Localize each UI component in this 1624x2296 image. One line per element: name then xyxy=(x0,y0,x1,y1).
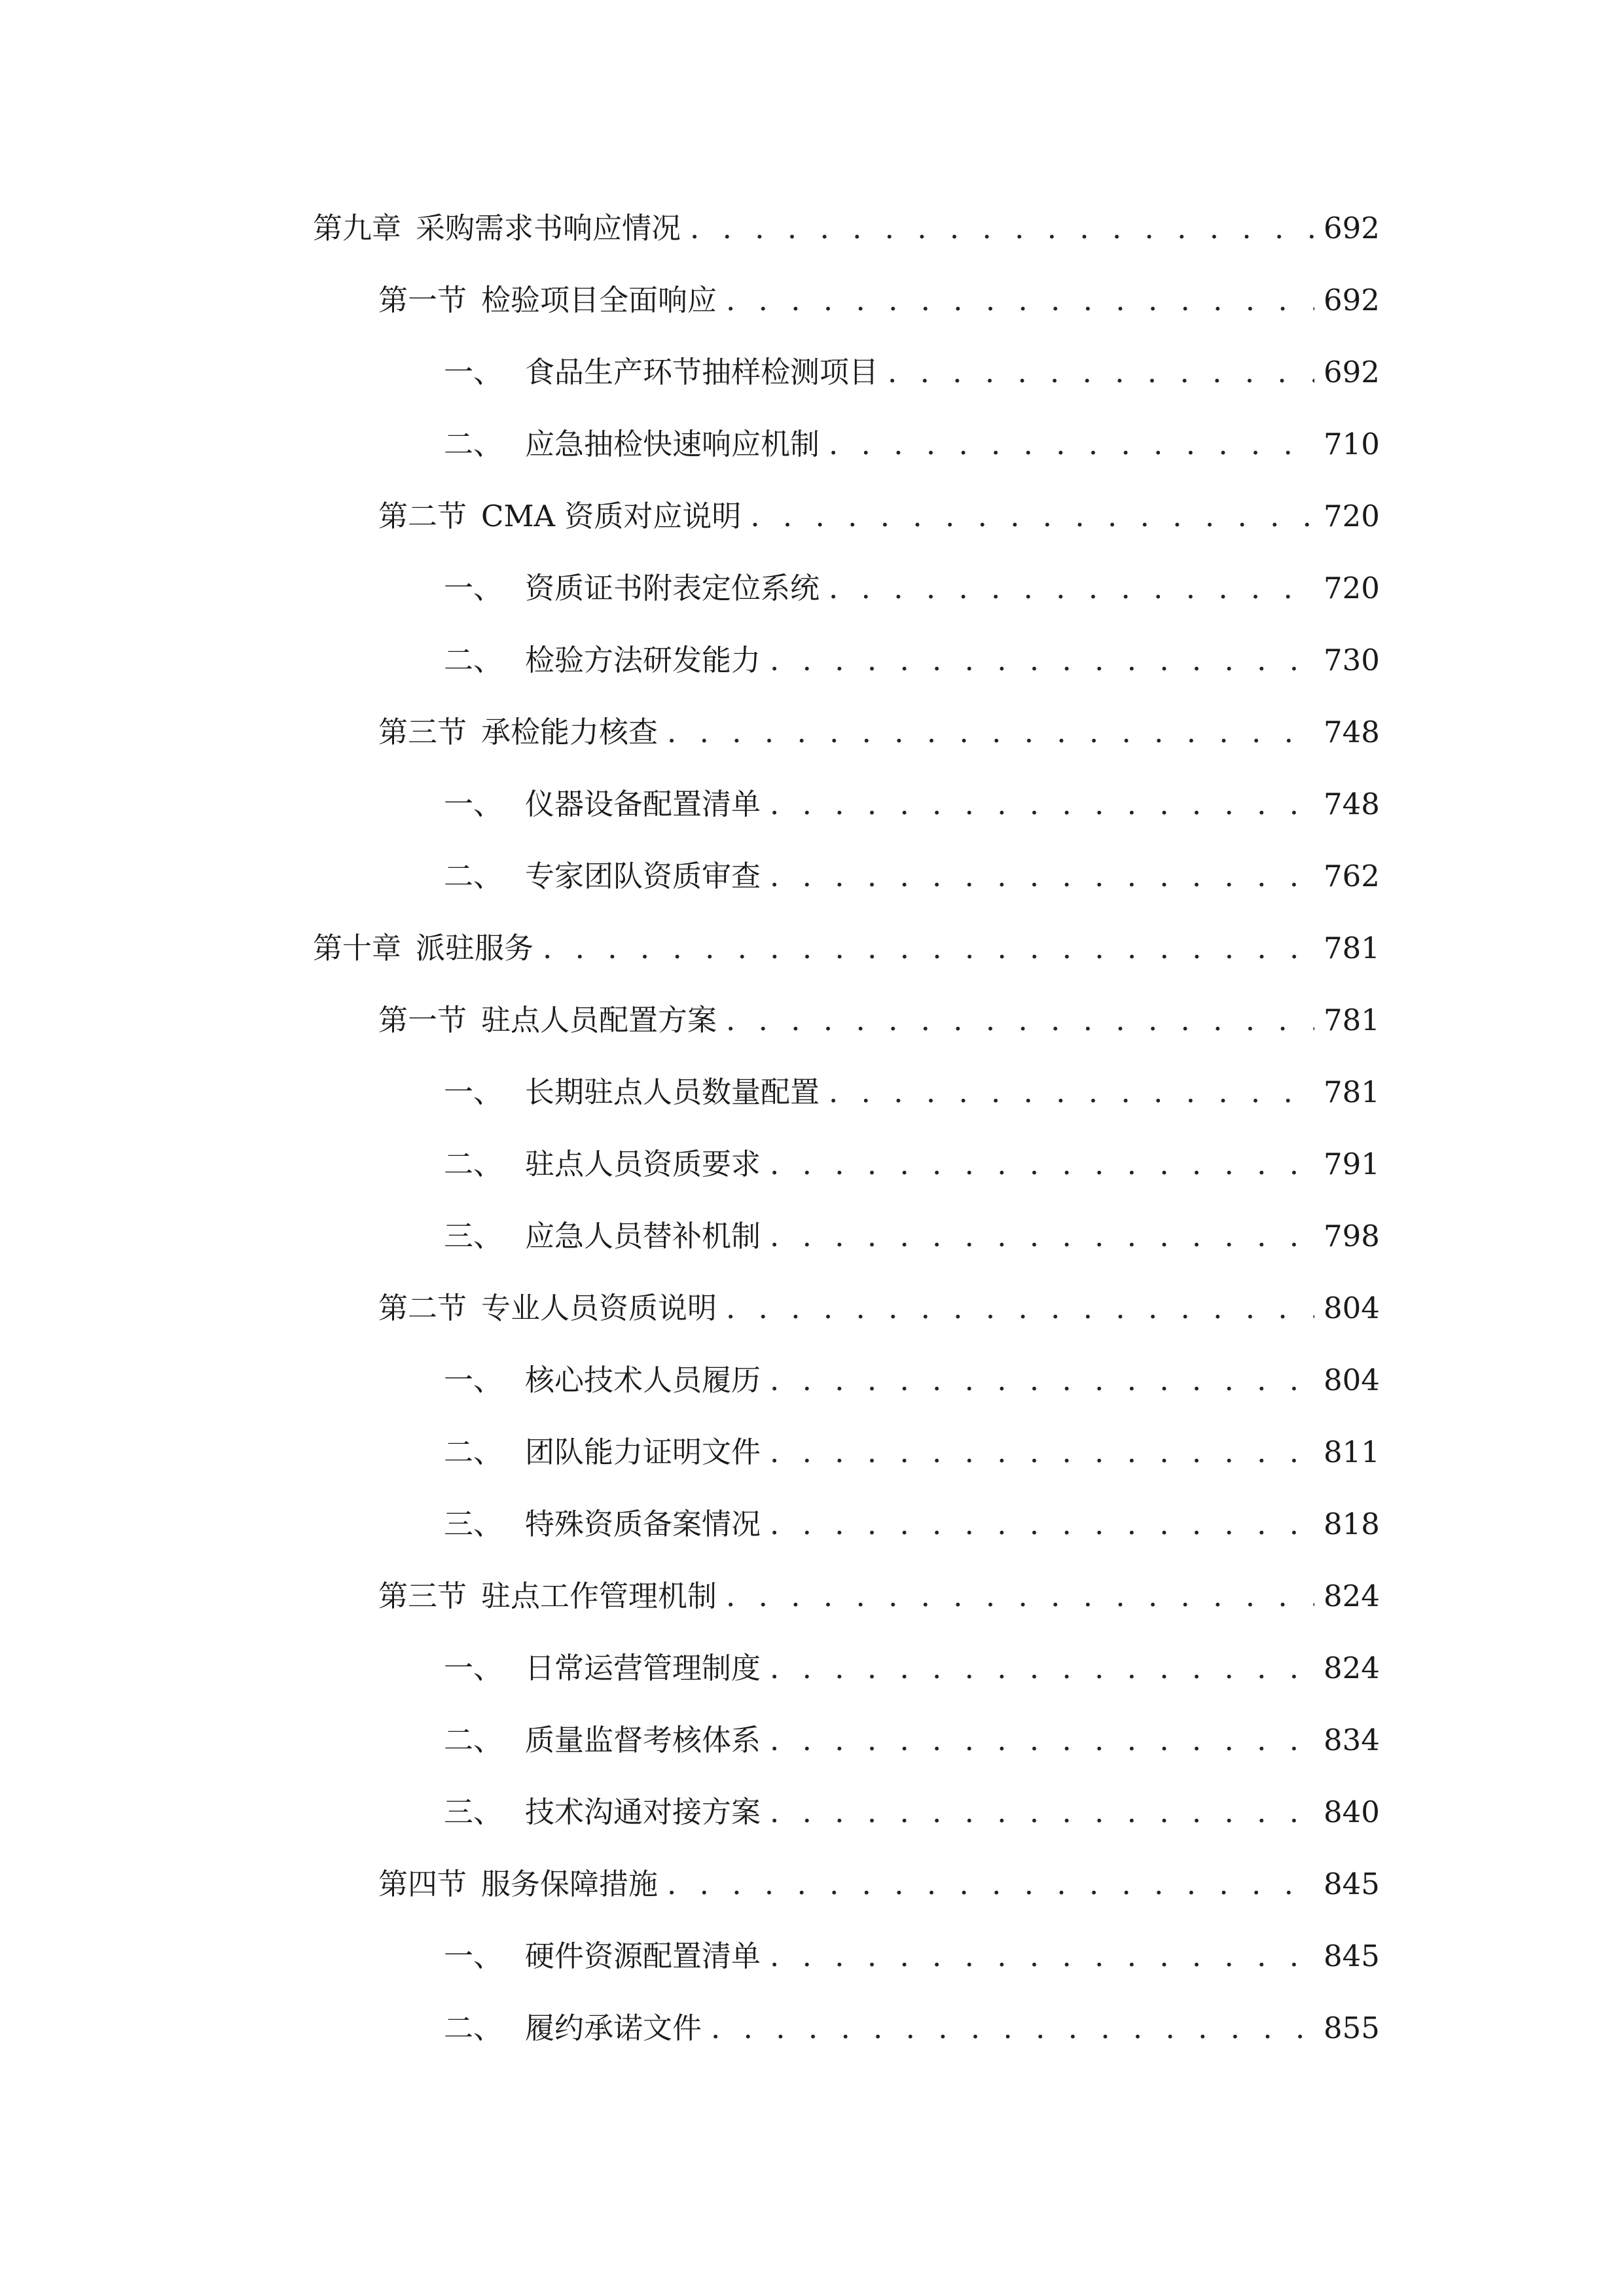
toc-entry-prefix: 二、 xyxy=(444,427,503,461)
toc-entry-subsection[interactable] xyxy=(444,562,1380,615)
toc-entry-title: 仪器设备配置清单 xyxy=(525,787,761,821)
toc-entry-subsection[interactable] xyxy=(444,418,1380,471)
dot-leader xyxy=(711,2002,1314,2054)
toc-entry-page: 692 xyxy=(1324,283,1380,317)
toc-entry-page: 824 xyxy=(1324,1651,1380,1685)
toc-entry-subsection[interactable] xyxy=(444,1642,1380,1695)
toc-entry-subsection[interactable] xyxy=(444,1066,1380,1119)
toc-entry-page: 804 xyxy=(1324,1363,1380,1397)
toc-entry-prefix: 二、 xyxy=(444,1147,503,1181)
toc-entry-prefix: 二、 xyxy=(444,1723,503,1757)
toc-entry-prefix: 二、 xyxy=(444,643,503,677)
toc-entry-title: 驻点人员配置方案 xyxy=(481,1003,717,1037)
toc-entry-page: 804 xyxy=(1324,1291,1380,1325)
dot-leader xyxy=(770,1714,1314,1767)
dot-leader xyxy=(770,1786,1314,1839)
toc-entry-prefix: 一、 xyxy=(444,355,503,389)
dot-leader xyxy=(770,634,1314,687)
toc-entry-page: 748 xyxy=(1324,787,1380,821)
toc-entry-page: 781 xyxy=(1324,931,1380,965)
dot-leader xyxy=(888,346,1314,399)
toc-entry-subsection[interactable] xyxy=(444,1714,1380,1767)
toc-entry-prefix: 第二节 xyxy=(378,1291,467,1325)
toc-entry-page: 818 xyxy=(1324,1507,1380,1541)
toc-entry-page: 762 xyxy=(1324,859,1380,893)
toc-entry-subsection[interactable] xyxy=(444,1426,1380,1479)
toc-entry-prefix: 第一节 xyxy=(378,1003,467,1037)
toc-entry-subsection[interactable] xyxy=(444,634,1380,687)
toc-entry-subsection[interactable] xyxy=(444,1786,1380,1839)
toc-entry-prefix: 第二节 xyxy=(378,499,467,533)
toc-entry-prefix: 二、 xyxy=(444,2011,503,2045)
toc-entry-prefix: 第四节 xyxy=(378,1867,467,1901)
toc-entry-chapter[interactable] xyxy=(313,922,1380,975)
toc-entry-subsection[interactable] xyxy=(444,1210,1380,1263)
toc-entry-prefix: 第一节 xyxy=(378,283,467,317)
toc-entry-title: 服务保障措施 xyxy=(481,1867,659,1901)
toc-entry-title: 长期驻点人员数量配置 xyxy=(525,1075,820,1109)
toc-entry-title: 检验项目全面响应 xyxy=(481,283,717,317)
toc-entry-page: 791 xyxy=(1324,1147,1380,1181)
toc-entry-title: CMA 资质对应说明 xyxy=(481,499,742,533)
toc-entry-subsection[interactable] xyxy=(444,1930,1380,1982)
toc-entry-page: 781 xyxy=(1324,1003,1380,1037)
dot-leader xyxy=(726,1282,1314,1335)
toc-entry-prefix: 一、 xyxy=(444,1075,503,1109)
toc-entry-page: 824 xyxy=(1324,1579,1380,1613)
toc-entry-prefix: 一、 xyxy=(444,1939,503,1973)
dot-leader xyxy=(770,1930,1314,1982)
toc-entry-title: 特殊资质备案情况 xyxy=(525,1507,761,1541)
dot-leader xyxy=(770,1354,1314,1407)
toc-entry-prefix: 一、 xyxy=(444,1651,503,1685)
toc-entry-subsection[interactable] xyxy=(444,778,1380,831)
toc-entry-title: 驻点人员资质要求 xyxy=(525,1147,761,1181)
toc-entry-section[interactable] xyxy=(378,706,1380,759)
toc-entry-page: 845 xyxy=(1324,1939,1380,1973)
toc-entry-section[interactable] xyxy=(378,994,1380,1047)
toc-entry-subsection[interactable] xyxy=(444,1138,1380,1191)
toc-entry-page: 834 xyxy=(1324,1723,1380,1757)
toc-entry-page: 710 xyxy=(1324,427,1380,461)
dot-leader xyxy=(829,1066,1314,1119)
toc-entry-prefix: 二、 xyxy=(444,859,503,893)
toc-entry-section[interactable] xyxy=(378,274,1380,327)
dot-leader xyxy=(770,1138,1314,1191)
toc-entry-subsection[interactable] xyxy=(444,346,1380,399)
dot-leader xyxy=(770,778,1314,831)
dot-leader xyxy=(770,1642,1314,1695)
toc-entry-title: 食品生产环节抽样检测项目 xyxy=(525,355,879,389)
toc-entry-title: 应急人员替补机制 xyxy=(525,1219,761,1253)
toc-entry-title: 驻点工作管理机制 xyxy=(481,1579,717,1613)
toc-entry-page: 811 xyxy=(1324,1435,1380,1469)
toc-entry-prefix: 第三节 xyxy=(378,1579,467,1613)
toc-entry-page: 730 xyxy=(1324,643,1380,677)
toc-entry-prefix: 三、 xyxy=(444,1507,503,1541)
toc-entry-title: 检验方法研发能力 xyxy=(525,643,761,677)
toc-entry-title: 承检能力核查 xyxy=(481,715,659,749)
toc-entry-subsection[interactable] xyxy=(444,1354,1380,1407)
toc-entry-subsection[interactable] xyxy=(444,2002,1380,2054)
toc-entry-prefix: 第十章 xyxy=(313,931,402,965)
toc-entry-page: 720 xyxy=(1324,571,1380,605)
toc-entry-chapter[interactable] xyxy=(313,202,1380,255)
toc-entry-title: 质量监督考核体系 xyxy=(525,1723,761,1757)
dot-leader xyxy=(543,922,1314,975)
toc-entry-page: 692 xyxy=(1324,211,1380,245)
toc-entry-title: 核心技术人员履历 xyxy=(525,1363,761,1397)
toc-entry-title: 采购需求书响应情况 xyxy=(416,211,681,245)
toc-entry-page: 798 xyxy=(1324,1219,1380,1253)
toc-entry-page: 748 xyxy=(1324,715,1380,749)
toc-entry-section[interactable] xyxy=(378,490,1380,543)
toc-entry-title: 派驻服务 xyxy=(416,931,534,965)
toc-entry-prefix: 一、 xyxy=(444,571,503,605)
toc-entry-title: 履约承诺文件 xyxy=(525,2011,702,2045)
toc-entry-prefix: 一、 xyxy=(444,1363,503,1397)
toc-entry-prefix: 三、 xyxy=(444,1219,503,1253)
toc-entry-title: 资质证书附表定位系统 xyxy=(525,571,820,605)
dot-leader xyxy=(690,202,1314,255)
toc-entry-title: 应急抽检快速响应机制 xyxy=(525,427,820,461)
dot-leader xyxy=(770,1426,1314,1479)
dot-leader xyxy=(750,490,1314,543)
toc-entry-prefix: 第三节 xyxy=(378,715,467,749)
toc-entry-prefix: 三、 xyxy=(444,1795,503,1829)
toc-entry-prefix: 一、 xyxy=(444,787,503,821)
toc-entry-title: 专家团队资质审查 xyxy=(525,859,761,893)
toc-entry-page: 855 xyxy=(1324,2011,1380,2045)
dot-leader xyxy=(770,1498,1314,1551)
dot-leader xyxy=(667,1858,1314,1910)
toc-entry-page: 840 xyxy=(1324,1795,1380,1829)
dot-leader xyxy=(770,1210,1314,1263)
toc-entry-section[interactable] xyxy=(378,1282,1380,1335)
toc-entry-title: 技术沟通对接方案 xyxy=(525,1795,761,1829)
toc-entry-section[interactable] xyxy=(378,1858,1380,1910)
toc-entry-title: 硬件资源配置清单 xyxy=(525,1939,761,1973)
dot-leader xyxy=(829,418,1314,471)
toc-entry-title: 团队能力证明文件 xyxy=(525,1435,761,1469)
toc-entry-title: 专业人员资质说明 xyxy=(481,1291,717,1325)
toc-entry-section[interactable] xyxy=(378,1570,1380,1623)
dot-leader xyxy=(829,562,1314,615)
toc-entry-title: 日常运营管理制度 xyxy=(525,1651,761,1685)
toc-entry-prefix: 二、 xyxy=(444,1435,503,1469)
toc-entry-page: 781 xyxy=(1324,1075,1380,1109)
toc-entry-page: 845 xyxy=(1324,1867,1380,1901)
dot-leader xyxy=(726,994,1314,1047)
toc-entry-page: 720 xyxy=(1324,499,1380,533)
dot-leader xyxy=(667,706,1314,759)
toc-entry-prefix: 第九章 xyxy=(313,211,402,245)
dot-leader xyxy=(726,274,1314,327)
dot-leader xyxy=(726,1570,1314,1623)
toc-entry-subsection[interactable] xyxy=(444,850,1380,903)
toc-entry-page: 692 xyxy=(1324,355,1380,389)
toc-entry-subsection[interactable] xyxy=(444,1498,1380,1551)
dot-leader xyxy=(770,850,1314,903)
